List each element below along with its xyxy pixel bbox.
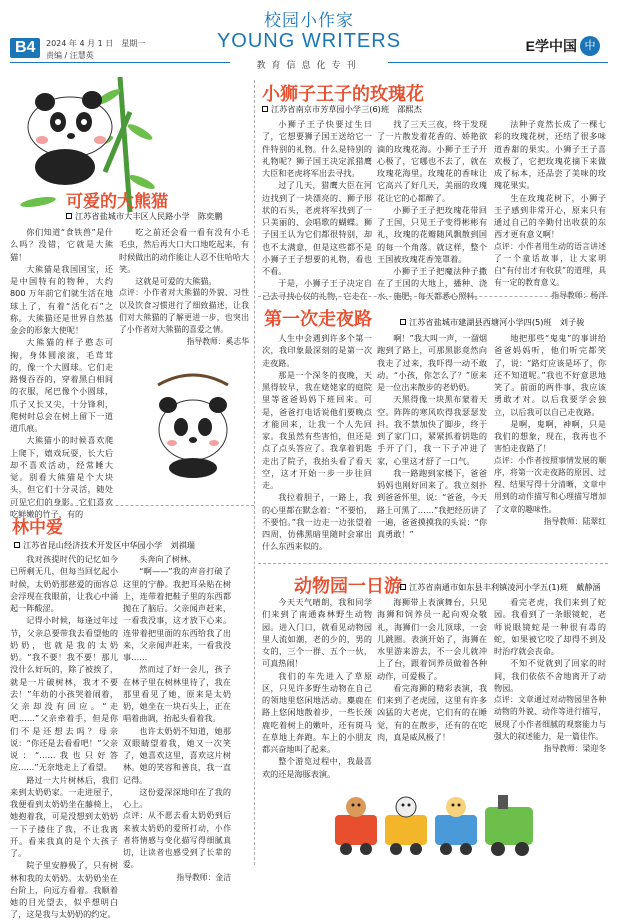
rose-column-3	[494, 118, 606, 300]
byline-lin-text: 江苏省昆山经济技术开发区中华园小学 刘祺瑞	[23, 540, 195, 550]
night-column-1	[262, 332, 372, 556]
article-title-lin: 林中爱	[12, 518, 63, 538]
paragraph: 海狮带上表演舞台，只见海狮和饲养员一起向观众敬礼，海狮们一会儿顶球，一会儿跳圈。表演开始了，海狮在水里游来游去，不一会儿就冲上了台，跟着饲养员做着各种动作，可爱极了。	[377, 597, 487, 681]
lin-column-2	[123, 553, 231, 882]
rose-column-2	[377, 118, 487, 301]
byline-zoo	[400, 582, 601, 593]
paragraph: 我对孩提时代的记忆如今已所剩无几，但每当回忆起小时候，太奶奶那慈爱的面容总会浮现在我眼前，让我心中涌起一阵酸涩。	[10, 554, 118, 613]
paragraph: 那是一个深冬的夜晚，天黑得较早，我在姥姥家的庭院里等爸爸妈妈下班回来。可是，爸爸打电话说他们要晚点才能回来，让我一个人先回家。我虽然有些害怕，但还是点了点头答应了。我拿着钥匙走出了院子，我抬头看了看天空，这才开始一步一步往回走。	[262, 369, 372, 490]
zoo-comment	[494, 694, 606, 743]
comment-text: 点评：小作者对大熊猫的外貌、习性以及饮食习惯进行了细致描述，让我们对大熊猫的了解更进一步，也突出了小作者对大熊猫的喜爱之情。	[119, 288, 249, 334]
night-comment	[494, 455, 606, 516]
byline-rose-text: 江苏省南京市芳草园小学三(6)班 邵熙杰	[271, 104, 422, 114]
paragraph: 你们知道“食铁兽”是什么吗？没错，它就是大熊猫！	[10, 227, 113, 262]
zoo-column-3	[494, 596, 606, 814]
comment-text: 点评：小作者用生动的语言讲述了一个童话故事，让大家明白“有付出才有收获”的道理，具有一定的教育意义。	[494, 241, 606, 288]
brand-name: E学中国	[525, 38, 577, 54]
paragraph: 人生中会遇到许多个第一次，我印象最深刻的是第一次走夜路。	[262, 333, 372, 368]
rose-comment	[494, 241, 606, 290]
lin-tutor: 指导教师：金洁	[176, 872, 231, 882]
zoo-tutor: 指导教师：梁迎冬	[543, 744, 606, 753]
comment-text: 点评：文章通过对动物园里各种动物的外貌、动作等进行描写，展现了小作者细腻的观察能力与强大的叙述能力，是一篇佳作。	[494, 695, 606, 741]
editor-credit: 责编 / 汪慧英	[46, 51, 94, 60]
paragraph: 我们的车先进入了草原区，只见许多野生动物在自己的领地里悠闲地活动。麋鹿在路上悠闲地散着步，一些长颈鹿吃着树上的嫩叶，还有斑马在草地上奔跑。车上的小朋友都兴奋地叫了起来。	[262, 670, 372, 754]
paragraph: 记得小时候，每逢过年过节，父亲总要带我去看望他的奶奶，也就是我的太奶奶。“我不要！我不要！那儿没什么好玩的，除了被挨了，就是一片破树林，我才不要去！”年幼的小孩哭着闹着，父亲却没有回应。“走吧……”父亲牵着手，但是你们不是还想去吗？母亲说：“你还是去看看吧！”父亲说：“……我也只好答应……”无奈地走上了看望。	[10, 615, 118, 773]
paragraph: 我拉着胆子，一路上，我的心里都在默念着：“不要怕，不要怕。”我一边走一边张望着四周，仿佛黑暗里随时会窜出什么东西来似的。	[262, 492, 372, 552]
paragraph: 今天天气晴朗，我和同学们来到了南通森林野生动物园。进入门口，就看见动物园里人流如潮，老的少的，男的女的，三个一群、五个一伙，可真热闹！	[262, 597, 372, 669]
paragraph: 看完老虎，我们来到了蛇园。我看到了一条眼镜蛇，老师说眼镜蛇是一种很有毒的蛇，如果被它咬了却得不到及时治疗就会丧命。	[494, 597, 606, 656]
paragraph: 是啊，鬼啊，神啊，只是我们的想象，现在，我再也不害怕走夜路了！	[494, 418, 606, 454]
paragraph: 过了几天，猎鹰大臣在河边找到了一块漂亮的、狮子形状的石头，老虎将军找到了一只美丽的、会唱歌的蝴蝶。狮子国王认为它们都很特别，却也不太满意，但是这些都不是小狮子王子想要的礼物，看也不看。	[262, 180, 372, 276]
paragraph: 院子里安静极了，只有树林和我的太奶奶。太奶奶坐在台阶上，向远方看着。我顺着她的目光望去，似乎想明白了，这是我与太奶奶的约定。	[10, 860, 118, 920]
section-title-cn: 校园小作家	[264, 11, 354, 31]
paragraph: 我一路跑到家楼下，爸爸妈妈也刚好回来了。我立刻扑到爸爸怀里，说：“爸爸，今天路上可黑了……”我把经历讲了一遍，爸爸摸摸我的头说：“你真勇敢！”	[377, 467, 487, 539]
byline-lin	[14, 540, 195, 551]
paragraph: 法种子竟然长成了一棵七彩的玫瑰花树，还结了很多味道香甜的果实。小狮子王子喜欢极了，它把玫瑰花摘下来做成了标本，还品尝了美味的玫瑰花果实。	[494, 119, 606, 191]
panda-comment	[119, 287, 249, 336]
paragraph: “啊——”我的声音打破了这里的宁静。我把耳朵贴在树上，连带着把鞋子里的东西都抛在了脑后。父亲闻声赶来，一看我没事，这才放下心来。连带着把里面的东西给我了出来，父亲闻声赶来，一看我没事……	[123, 566, 231, 662]
night-column-2	[377, 332, 487, 556]
paragraph: 大熊猫的样子憨态可掬，身体圆滚滚，毛茸茸的，像一个大圆球。它们走路慢吞吞的，穿着黑白相间的衣服，尾巴像个小圆球，爪子又长又尖，十分锋利，爬树时总会在树上留下一道道爪痕。	[10, 337, 113, 433]
paragraph: 路过一大片树林后，我们来到太奶奶家。一走进屋子，我便看到太奶奶坐在藤椅上，她抱着我，可是没想到太奶奶一下子搂住了我，不让我离开。看来我真的是个大孩子了。	[10, 774, 118, 858]
byline-night-text: 江苏省盐城市建湖县西塘河小学四(5)班 刘子骏	[409, 317, 585, 327]
comment-text: 点评：从不愿去看太奶奶到后来被太奶奶的爱所打动，小作者将情感与变化描写得细腻真切，让读者也感受到了长辈的爱。	[123, 811, 231, 870]
paragraph: 吃之前还会看一看有没有小毛毛虫，然后再大口大口地吃起来，有时候做出的动作能让人忍不住哈哈大笑。	[119, 227, 250, 274]
issue-date: 2024 年 4 月 1 日 星期一	[46, 39, 146, 48]
byline-panda	[66, 211, 222, 222]
paragraph: 小狮子王子把魔法种子撒在了王国的大地上，播种、浇水、施肥，每天都悉心照料。	[377, 266, 487, 301]
rose-column-1	[262, 118, 372, 301]
panda-column-2	[119, 226, 249, 348]
paragraph: 看完海狮的精彩表演，我们来到了老虎园，这里有许多凶猛的大老虎，它们有的在睡觉，有的在散步，还有的在吃肉，真是威风极了！	[377, 682, 487, 742]
paragraph: 然而过了好一会儿，孩子在林子里在树林里待了，我在那里看见了她，原来是太奶奶，她坐在一块石头上，正在唱着曲调，抬起头看着我。	[123, 664, 231, 724]
animal-train-illustration	[330, 785, 540, 863]
paragraph: 大熊猫是我国国宝，还是中国特有的物种，大约 800 万年前它们就生活在地球上了，有着“活化石”之称。大熊猫还是世界自然基金会的形象大使呢！	[10, 263, 113, 335]
divider	[10, 505, 254, 506]
comment-text: 点评：小作者按照事情发展的顺序，将第一次走夜路的原因、过程、结果写得十分清晰，文章中用到的动作描写和心理描写增加了文章的趣味性。	[494, 455, 606, 514]
paragraph: 天黑得像一块黑布蒙着天空。阵阵的寒风吹得我瑟瑟发抖。我不禁加快了脚步，终于到了家门口，紧紧抓着钥匙的手开了门，我一下子冲进了家，心里这才舒了一口气。	[377, 394, 487, 466]
paragraph: 整个游览过程中，我最喜欢的还是海豚表演。	[262, 756, 372, 779]
byline-panda-text: 江苏省盐城市大丰区人民路小学 陈奕鹏	[75, 211, 223, 221]
paragraph: 也许太奶奶不知道，她那双眼睛望着我，她又一次笑了，她喜欢这里，喜欢这片树林。她的笑容和善良，我一直记得。	[123, 725, 231, 785]
page-number: B4	[10, 38, 40, 58]
zoo-column-2	[377, 596, 487, 786]
paragraph: 这就是可爱的大熊猫。	[135, 276, 217, 286]
paragraph: 大熊猫小的时候喜欢爬上爬下，嬉戏玩耍，长大后却不喜欢活动，经常睡大觉。别看大熊猫是个大块头，但它们十分灵活，随处可见它们的身影。它们喜欢吃鲜嫩的竹子，有的	[10, 435, 113, 519]
byline-night	[400, 317, 584, 328]
paragraph: 生在玫瑰花树下，小狮子王子感到非常开心，原来只有通过自己的辛勤付出收获的东西才更有意义啊！	[494, 192, 606, 240]
column-divider	[254, 80, 255, 865]
divider	[258, 296, 608, 297]
paragraph: 于是，小狮子王子决定自己去寻找心仪的礼物，它走在	[262, 278, 372, 301]
lin-comment	[123, 810, 231, 871]
paragraph: 啊！”我大叫一声，一溜烟跑到了路上，可那黑影竟然向我走了过来，我吓得一动不敢动。“小孩，你怎么了？”原来是一位出来散步的老奶奶。	[377, 333, 487, 392]
panda-swing-illustration	[138, 365, 248, 480]
section-subtitle: 教育信息化专刊	[256, 61, 362, 71]
byline-zoo-text: 江苏省南通市如东县丰利镇凌河小学五(1)班 戴静涵	[409, 582, 601, 592]
rose-tutor: 指导教师：杨洋	[551, 290, 606, 300]
paragraph: 地把那些“鬼鬼”的事讲给爸爸妈妈听，他们听完都笑了，说：“路灯应该是坏了，你还不知道呢。”我也不好意思地笑了。前面的两件事，我应该勇敢才对。以后我要学会独立，以后我可以自己走夜路。	[494, 333, 606, 417]
section-title-en: YOUNG WRITERS	[216, 30, 402, 52]
paragraph: 找了三天三夜，终于发现了一片散发着花香的、娇艳欲滴的玫瑰花海。小狮子王子开心极了，它哪也不去了，就在玫瑰花海里。玫瑰花的香味让它高兴了好几天，美丽的玫瑰花让它的心都醉了。	[377, 119, 487, 203]
paragraph: 小狮子王子把玫瑰花带回了王国，只见王子变得彬彬有礼，玫瑰的花瓣随风飘散到国的每一个角落。就这样，整个王国被玫瑰花香笼罩着。	[377, 204, 487, 264]
article-title-night: 第一次走夜路	[264, 309, 372, 330]
byline-rose	[262, 104, 422, 115]
lin-column-1	[10, 553, 118, 920]
brand	[526, 36, 600, 56]
paragraph: 这份爱深深地印在了我的心上。	[123, 786, 231, 809]
brand-logo-icon: 中	[580, 36, 600, 56]
night-column-3	[494, 332, 606, 556]
article-title-panda: 可爱的大熊猫	[66, 192, 168, 212]
divider	[258, 563, 608, 564]
paragraph: 头奔向了树林。	[139, 554, 197, 564]
panda-tutor: 指导教师：奚志华	[186, 337, 249, 347]
article-title-zoo: 动物园一日游	[294, 576, 402, 597]
article-title-rose: 小狮子王子的玫瑰花	[262, 84, 424, 105]
panda-column-1	[10, 226, 113, 519]
paragraph: 不知不觉就到了回家的时间，我们依依不舍地离开了动物园。	[494, 658, 606, 693]
paragraph: 小狮子王子快要过生日了，它想要狮子国王送给它一件特别的礼物。什么是特别的礼物呢？狮子国王决定派猎鹰大臣和老虎将军出去寻找。	[262, 119, 372, 178]
night-tutor: 指导教师：陆翠红	[543, 516, 606, 526]
